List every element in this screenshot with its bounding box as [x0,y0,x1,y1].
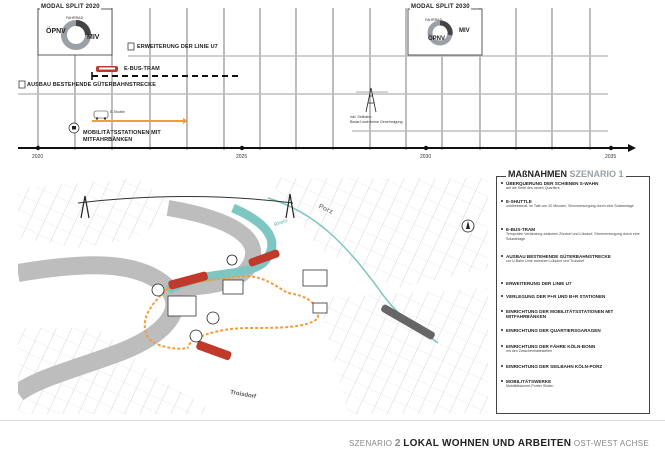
measure-label: E-BUS-TRAM [506,227,536,232]
fahrrad-label-2020: FAHRRAD [66,16,84,20]
measure-label: ERWEITERUNG DER LINIE U7 [506,281,572,286]
measure-desc: unidirektional, im Takt von 20 Minuten, Stromversorgung durch eine Solaranlage [506,204,634,209]
measure-item [506,328,644,333]
eshuttle-small-label: E-Shuttle [110,110,125,114]
measure-desc: zur U-Bahn Linie zwischen Lülsdorf und Troisdorf [506,259,585,264]
modal-split-2020-title: MODAL SPLIT 2020 [41,4,100,10]
measure-label: ÜBERQUERUNG DER SCHIENEN S-WAHN [506,181,599,186]
footer-axis: OST-WEST ACHSE [573,439,649,448]
measure-desc: Mobilitätskerne-Portier Süden [506,384,554,389]
measure-item [506,364,644,369]
footer-szenario: SZENARIO [348,439,393,448]
measure-item [506,227,644,241]
mobilitaet-label-1: MOBILITÄTSSTATIONEN MIT [83,130,161,136]
ebus-tram-label: E-BUS-TRAM [124,66,160,72]
measure-label: EINRICHTUNG DER MOBILITÄTSSTATIONEN MIT MITFAHRBÄNKEN [506,309,614,320]
measure-label: VERLEGUNG DER P+R UND B+R STATIONEN [506,294,606,299]
erweiterung-u7-label: ERWEITERUNG DER LINIE U7 [137,44,218,50]
year-2025: 2025 [236,154,248,160]
measure-item [506,344,644,354]
measure-label: EINRICHTUNG DER SEILBAHN KÖLN-PORZ [506,364,603,369]
footer-divider [0,420,665,421]
fahrrad-label-2030: FAHRRAD [425,18,443,22]
measure-item [506,199,644,209]
footer-number: 2 [394,438,401,449]
map-label-porz: Porz [317,203,334,216]
measure-label: EINRICHTUNG DER QUARTIERSGARAGEN [506,328,601,333]
measure-item [506,254,644,264]
measure-label: AUSBAU BESTEHENDE GÜTERBAHNSTRECKE [506,254,611,259]
map-label-troisdorf: Troisdorf [229,389,257,401]
miv-label-2030: MIV [459,28,470,34]
oepnv-label-2020: ÖPNV [46,28,66,35]
map-label-rhein: Rhein [273,217,289,229]
footer-main-title: LOKAL WOHNEN UND ARBEITEN [403,438,572,449]
measure-label: MOBILITÄTSWERKE [506,379,552,384]
measure-item [506,294,644,299]
measure-item [506,309,644,320]
mobilitaet-label-2: MITFAHRBÄNKEN [83,137,133,143]
footer-title [349,438,649,449]
measure-desc: mit den Zwischenhaltestellen [506,349,553,354]
measures-title [506,169,626,179]
measure-desc: auf die Seite des neuen Quartiers [506,186,560,191]
measures-title-sub: SZENARIO 1 [569,169,624,179]
site-map [18,178,488,414]
measure-label: EINRICHTUNG DER FÄHRE KÖLN-BONN [506,344,596,349]
ausbau-gueterbahn-label: AUSBAU BESTEHENDE GÜTERBAHNSTRECKE [27,82,156,88]
oepnv-label-2030: ÖPNV [428,36,446,42]
seilbahn-note-1: inkl. Seilbahn [350,115,372,119]
measure-item [506,379,644,389]
measures-title-main: MAßNAHMEN [508,169,567,179]
seilbahn-note-2: Bedarf noch keine Genehmigung [350,120,403,124]
year-2035: 2035 [605,154,617,160]
miv-label-2020: MIV [87,34,100,41]
measure-label: E-SHUTTLE [506,199,532,204]
year-2030: 2030 [420,154,432,160]
modal-split-2030-title: MODAL SPLIT 2030 [411,4,470,10]
year-2020: 2020 [32,154,44,160]
measure-item [506,281,644,286]
measure-desc: Temporäre Verbindung zwischen Zündorf und Lülsdorf, Stromversorgung durch eine Solaranlage [506,232,640,241]
measure-item [506,181,644,191]
